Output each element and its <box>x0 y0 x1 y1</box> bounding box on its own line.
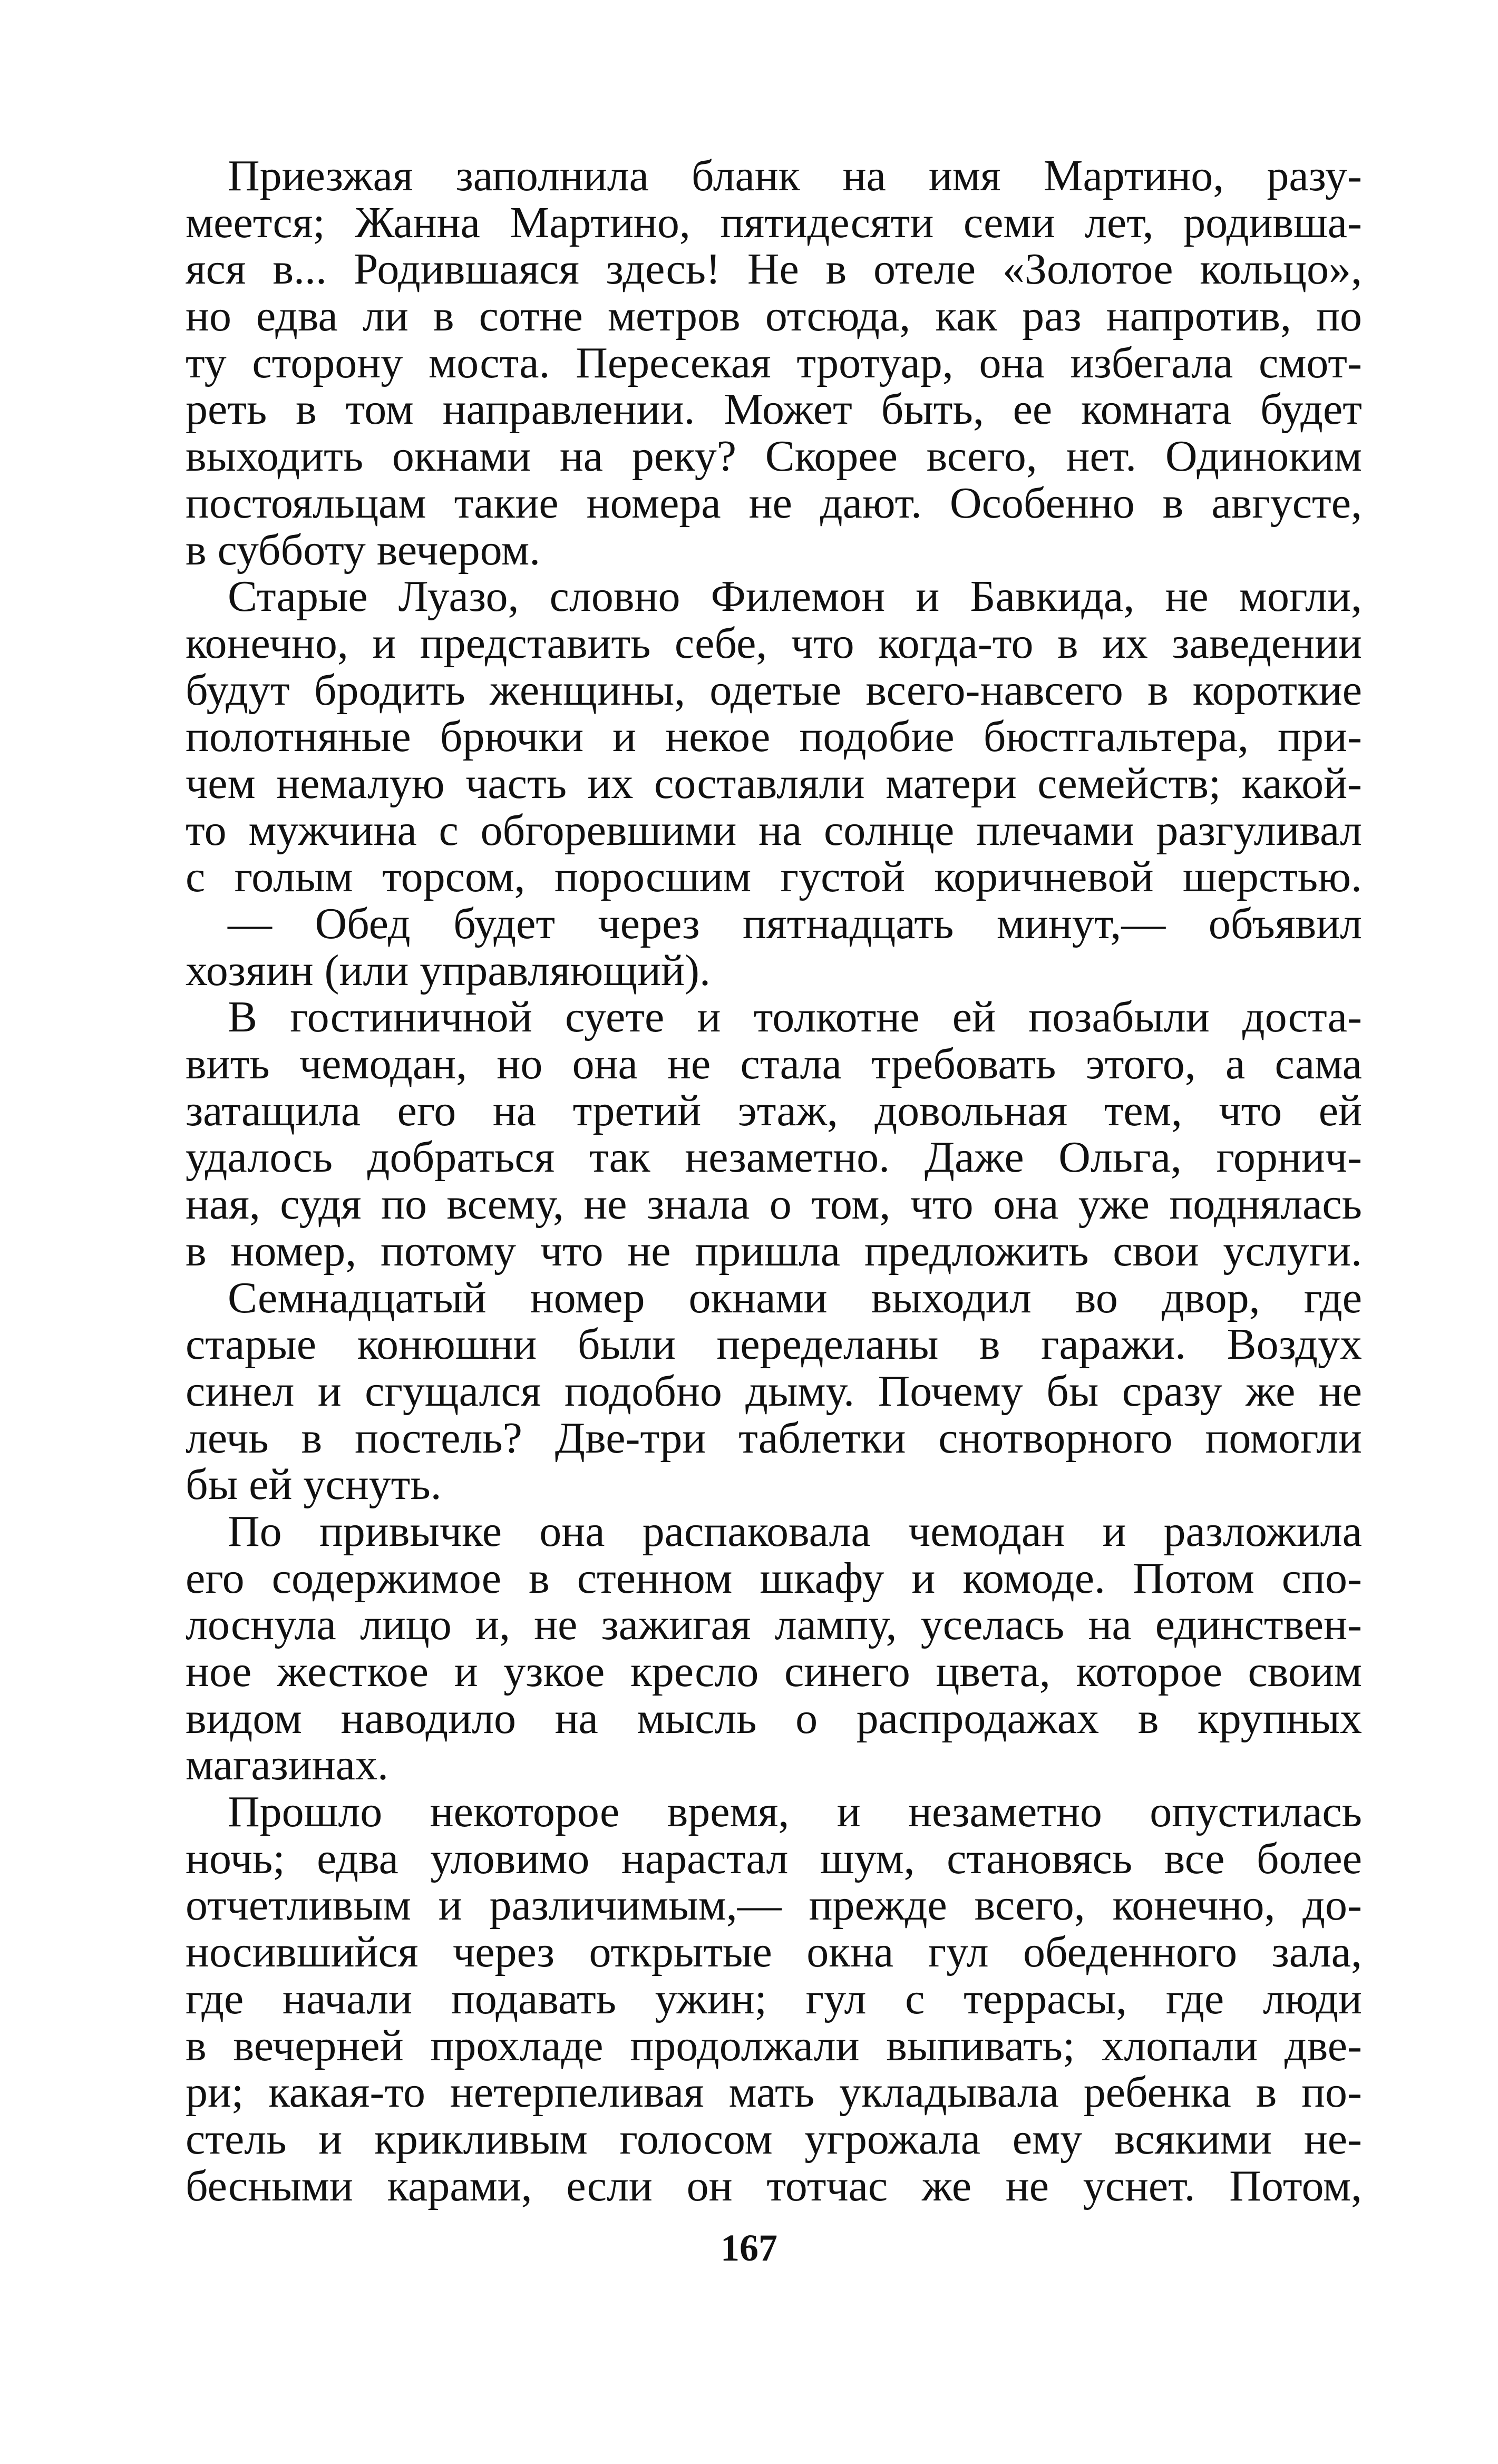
text-line: Старые Луазо, словно Филемон и Бавкида, не могли, <box>228 572 1362 621</box>
text-line: бы ей уснуть. <box>186 1460 442 1509</box>
text-line: то мужчина с обгоревшими на солнце плечами разгуливал <box>186 805 1362 855</box>
text-line: постояльцам такие номера не дают. Особенно в августе, <box>186 478 1362 528</box>
text-line: его содержимое в стенном шкафу и комоде. Потом спо- <box>186 1553 1362 1603</box>
text-line: По привычке она распаковала чемодан и разложила <box>228 1506 1362 1556</box>
text-line: лоснула лицо и, не зажигая лампу, уселась на единствен- <box>186 1600 1362 1650</box>
text-line: магазинах. <box>186 1740 388 1790</box>
text-line: хозяин (или управляющий). <box>186 946 711 995</box>
paragraph-2 <box>186 573 1362 901</box>
text-line: стель и крикливым голосом угрожала ему всякими не- <box>186 2114 1362 2164</box>
paragraph-3 <box>186 901 1362 994</box>
text-line: полотняные брючки и некое подобие бюстгальтера, при- <box>186 712 1362 762</box>
text-line: ри; какая-то нетерпеливая мать укладывала ребенка в по- <box>186 2068 1362 2117</box>
text-line: но едва ли в сотне метров отсюда, как раз напротив, по <box>186 291 1362 341</box>
paragraph-1 <box>186 153 1362 573</box>
text-line: будут бродить женщины, одетые всего-навсего в короткие <box>186 665 1362 715</box>
text-line: в номер, потому что не пришла предложить свои услуги. <box>186 1226 1362 1275</box>
text-line: ное жесткое и узкое кресло синего цвета, которое своим <box>186 1647 1362 1696</box>
paragraph-6 <box>186 1508 1362 1789</box>
text-line: старые конюшни были переделаны в гаражи. Воздух <box>186 1320 1362 1369</box>
paragraph-4 <box>186 994 1362 1274</box>
text-line: ная, судя по всему, не знала о том, что она уже поднялась <box>186 1180 1362 1229</box>
text-line: В гостиничной суете и толкотне ей позабыли доста- <box>228 992 1362 1042</box>
text-line: Семнадцатый номер окнами выходил во двор, где <box>228 1273 1362 1322</box>
text-line: бесными карами, если он тотчас же не уснет. Потом, <box>186 2161 1362 2210</box>
text-line: реть в том направлении. Может быть, ее комната будет <box>186 385 1362 434</box>
text-line: отчетливым и различимым,— прежде всего, конечно, до- <box>186 1881 1362 1930</box>
text-line: с голым торсом, поросшим густой коричневой шерстью. <box>186 852 1362 902</box>
text-line: конечно, и представить себе, что когда-то в их заведении <box>186 618 1362 668</box>
text-line: ту сторону моста. Пересекая тротуар, она избегала смот- <box>186 338 1362 387</box>
page-text <box>186 153 1362 2209</box>
text-line: удалось добраться так незаметно. Даже Ольга, горнич- <box>186 1133 1362 1182</box>
text-line: видом наводило на мысль о распродажах в крупных <box>186 1693 1362 1743</box>
text-line: в вечерней прохладе продолжали выпивать; хлопали две- <box>186 2021 1362 2070</box>
text-line: где начали подавать ужин; гул с террасы, где люди <box>186 1974 1362 2023</box>
text-line: чем немалую часть их составляли матери семейств; какой- <box>186 758 1362 808</box>
text-line: лечь в постель? Две-три таблетки снотворного помогли <box>186 1413 1362 1463</box>
text-line: ночь; едва уловимо нарастал шум, становясь все более <box>186 1834 1362 1883</box>
text-line: выходить окнами на реку? Скорее всего, нет. Одиноким <box>186 432 1362 481</box>
paragraph-5 <box>186 1275 1362 1508</box>
text-line: вить чемодан, но она не стала требовать этого, а сама <box>186 1039 1362 1089</box>
text-line: носившийся через открытые окна гул обеденного зала, <box>186 1927 1362 1977</box>
text-line: Приезжая заполнила бланк на имя Мартино, разу- <box>228 151 1362 200</box>
text-line: меется; Жанна Мартино, пятидесяти семи лет, родивша- <box>186 198 1362 247</box>
text-line: в субботу вечером. <box>186 525 541 574</box>
text-line: синел и сгущался подобно дыму. Почему бы сразу же не <box>186 1366 1362 1416</box>
text-line: яся в... Родившаяся здесь! Не в отеле «Золотое кольцо», <box>186 245 1362 294</box>
page-number: 167 <box>721 2227 777 2269</box>
text-line: затащила его на третий этаж, довольная тем, что ей <box>186 1086 1362 1135</box>
text-line: Прошло некоторое время, и незаметно опустилась <box>228 1787 1362 1837</box>
paragraph-7 <box>186 1789 1362 2209</box>
text-line: — Обед будет через пятнадцать минут,— объявил <box>228 899 1362 948</box>
